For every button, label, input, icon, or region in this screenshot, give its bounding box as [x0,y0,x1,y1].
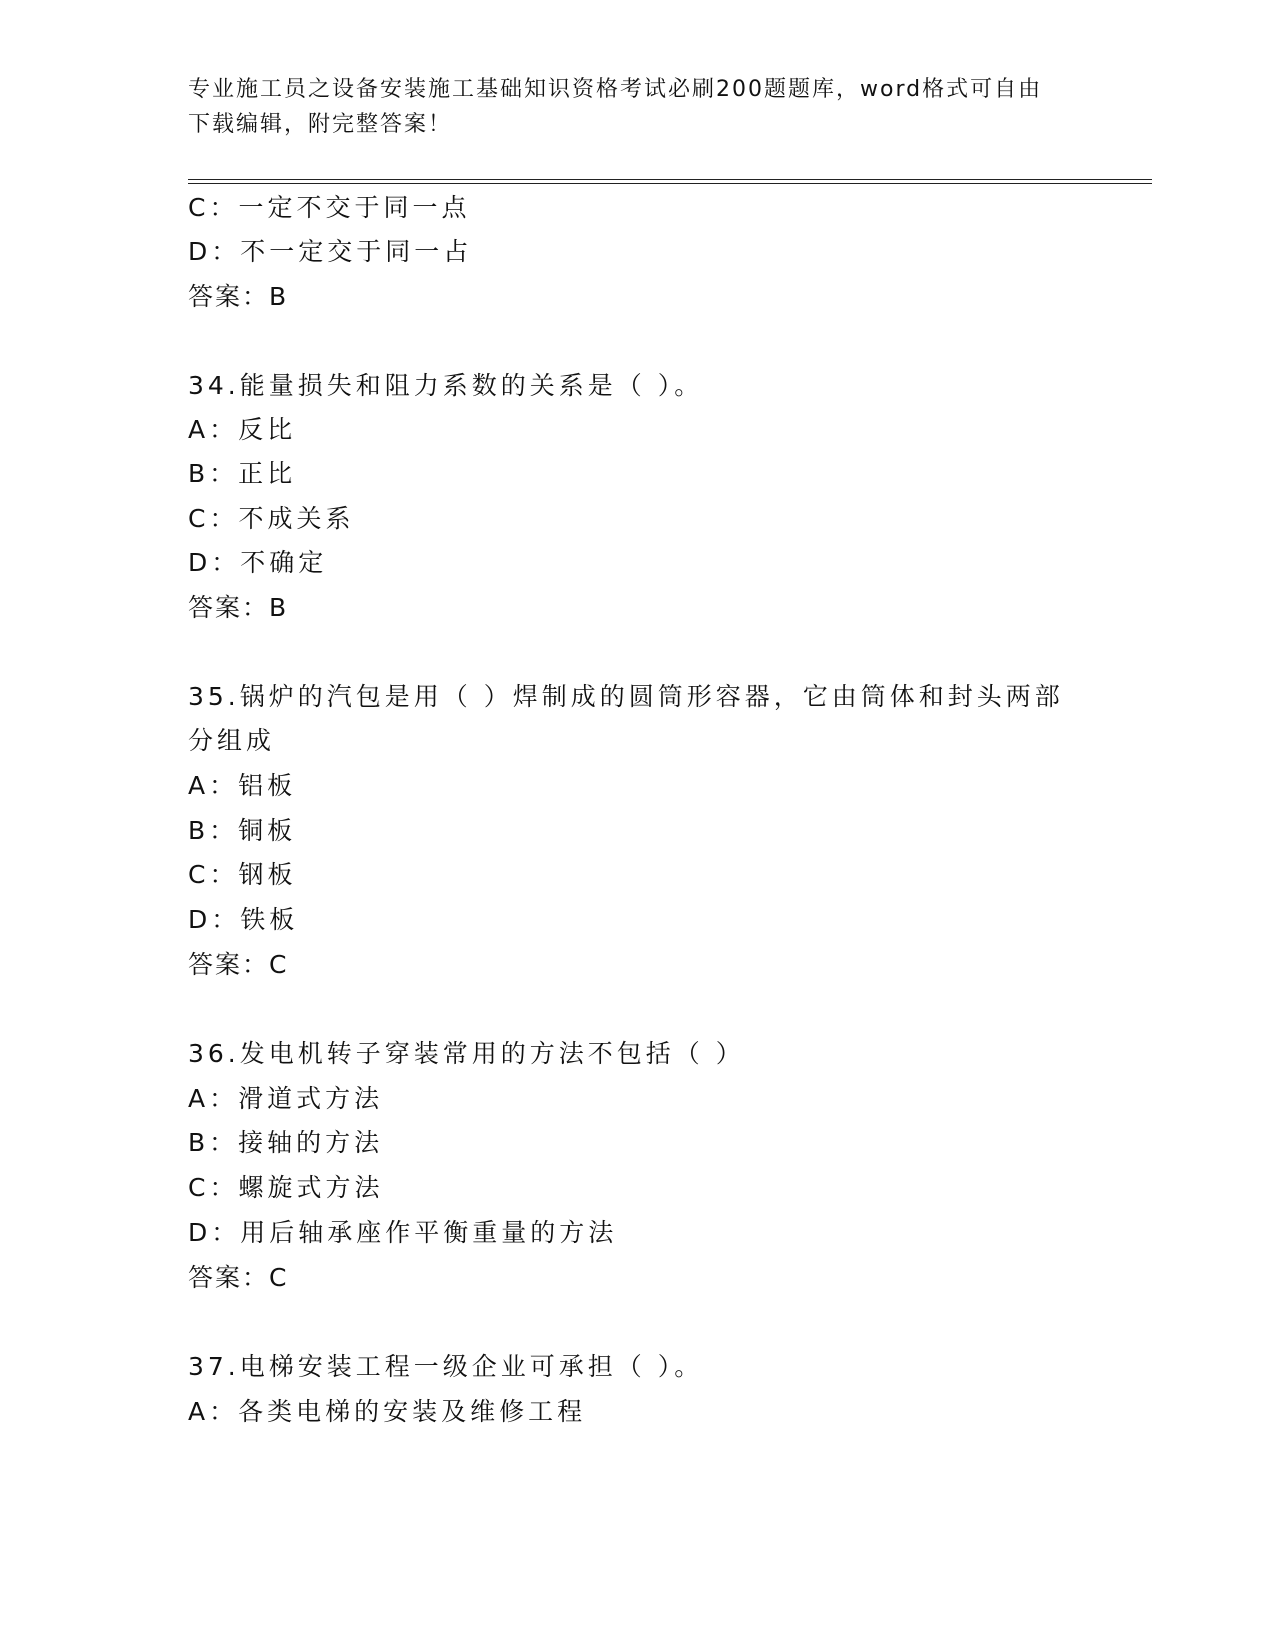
question-text: 36.发电机转子穿装常用的方法不包括（ ） [188,1039,745,1068]
answer: 答案：B [188,282,289,311]
header-divider-bottom [188,183,1152,184]
option-a: A：铝板 [188,771,297,800]
answer: 答案：B [188,593,289,622]
answer: 答案：C [188,1263,289,1292]
question-text: 34.能量损失和阻力系数的关系是（ ）。 [188,371,704,400]
document-title [188,72,1068,142]
header-divider-top [188,179,1152,180]
question-text-line-1: 35.锅炉的汽包是用（ ）焊制成的圆筒形容器，它由筒体和封头两部 [188,682,1064,711]
option-b: B：正比 [188,459,297,488]
option-b: B：铜板 [188,816,297,845]
option-a: A：滑道式方法 [188,1084,384,1113]
option-d: D：不一定交于同一占 [188,237,473,266]
option-c: C：螺旋式方法 [188,1173,384,1202]
question-text-line-2: 分组成 [188,726,276,755]
title-line-2: 下载编辑，附完整答案！ [188,112,453,137]
title-line-1: 专业施工员之设备安装施工基础知识资格考试必刷200题题库，word格式可自由 [188,77,1043,102]
option-d: D：不确定 [188,548,328,577]
option-d: D：用后轴承座作平衡重量的方法 [188,1218,618,1247]
option-d: D：铁板 [188,905,299,934]
option-c: C：钢板 [188,860,297,889]
option-b: B：接轴的方法 [188,1128,384,1157]
option-a: A：各类电梯的安装及维修工程 [188,1397,587,1426]
option-c: C：一定不交于同一点 [188,193,471,222]
question-text: 37.电梯安装工程一级企业可承担（ ）。 [188,1352,704,1381]
option-c: C：不成关系 [188,504,355,533]
answer: 答案：C [188,950,289,979]
option-a: A：反比 [188,415,297,444]
